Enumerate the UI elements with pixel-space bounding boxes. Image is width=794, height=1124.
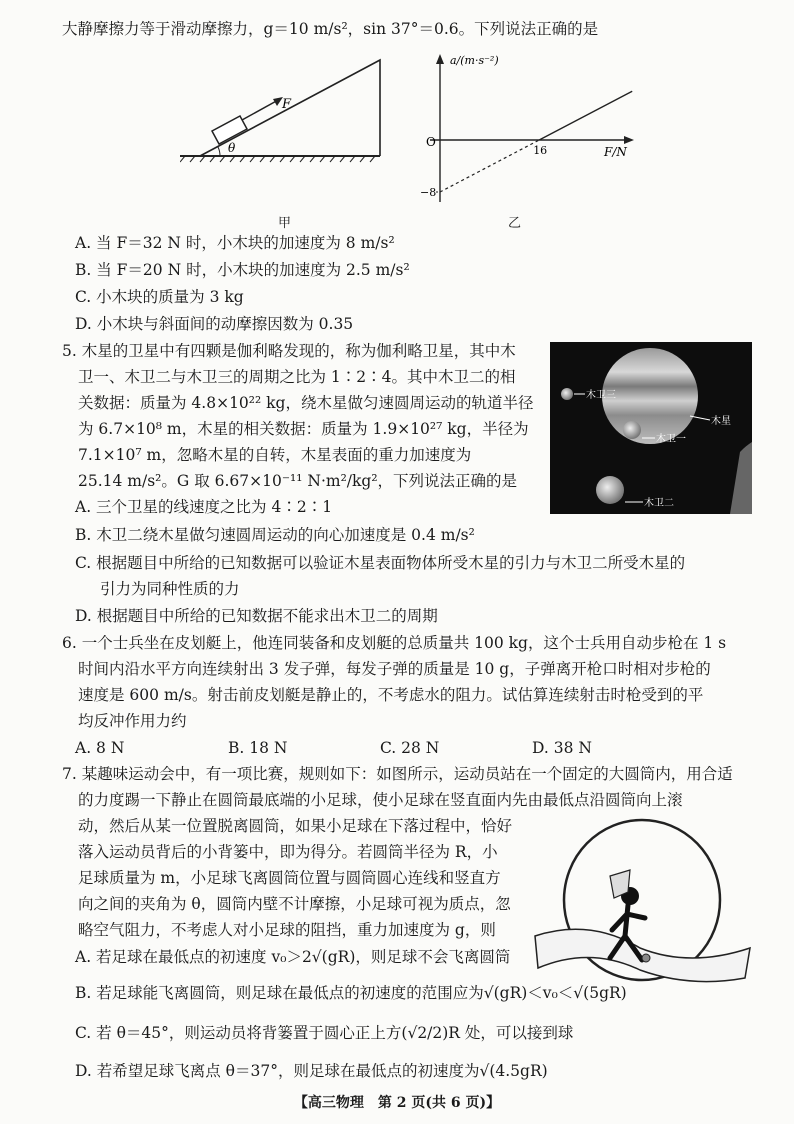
q7-stem-4: 落入运动员背后的小背篓中，即为得分。若圆筒半径为 R，小 (78, 843, 498, 861)
force-label: F (282, 97, 292, 112)
q6-stem-1: 6. 一个士兵坐在皮划艇上，他连同装备和皮划艇的总质量共 100 kg，这个士兵用自动步枪在 1 s (62, 634, 727, 652)
y-tick-neg8: −8 (420, 186, 437, 199)
q7-stem-1: 7. 某趣味运动会中，有一项比赛，规则如下：如图所示，运动员站在一个固定的大圆筒内，用合适 (62, 765, 733, 783)
io-moon (623, 421, 641, 439)
q5-stem-6: 25.14 m/s²。G 取 6.67×10⁻¹¹ N·m²/kg²，下列说法正确的是 (78, 472, 518, 490)
cylinder-figure (530, 818, 760, 988)
q4-option-a: A. 当 F＝32 N 时，小木块的加速度为 8 m/s² (75, 234, 395, 252)
q5-stem-5: 7.1×10⁷ m，忽略木星的自转，木星表面的重力加速度为 (78, 446, 472, 464)
q4-option-c: C. 小木块的质量为 3 kg (75, 288, 244, 306)
q7-stem-7: 略空气阻力，不考虑人对小足球的阻挡，重力加速度为 g，则 (78, 921, 496, 939)
q6-option-d: D. 38 N (532, 739, 592, 757)
q6-stem-3: 速度是 600 m/s。射击前皮划艇是静止的，不考虑水的阻力。试估算连续射击时枪受到的平 (78, 686, 704, 704)
q7-stem-6: 向之间的夹角为 θ，圆筒内壁不计摩擦，小足球可视为质点，忽 (78, 895, 511, 913)
origin-label: O (426, 135, 436, 149)
angle-label: θ (228, 141, 236, 155)
q5-option-c-cont: 引力为同种性质的力 (100, 580, 240, 598)
small-ball (642, 954, 650, 962)
a-f-graph (420, 52, 640, 212)
q5-option-b: B. 木卫二绕木星做匀速圆周运动的向心加速度是 0.4 m/s² (75, 526, 475, 544)
ganymede-label: 木卫三 (586, 390, 616, 401)
intro-text: 大静摩擦力等于滑动摩擦力，g＝10 m/s²，sin 37°＝0.6。下列说法正确的是 (62, 20, 599, 38)
fig-yi-caption: 乙 (508, 216, 522, 231)
q7-option-b: B. 若足球能飞离圆筒，则足球在最低点的初速度的范围应为√(gR)＜v₀＜√(5gR) (75, 984, 627, 1002)
q7-stem-3: 动，然后从某一位置脱离圆筒，如果小足球在下落过程中，恰好 (78, 817, 513, 835)
q5-option-c: C. 根据题目中所给的已知数据可以验证木星表面物体所受木星的引力与木卫二所受木星的 (75, 554, 686, 572)
jupiter-label: 木星 (711, 416, 731, 427)
q4-option-b: B. 当 F＝20 N 时，小木块的加速度为 2.5 m/s² (75, 261, 410, 279)
q5-stem-2: 卫一、木卫二与木卫三的周期之比为 1∶2∶4。其中木卫二的相 (78, 368, 516, 386)
x-axis-label: F/N (604, 145, 627, 159)
europa-label: 木卫二 (644, 498, 674, 509)
q6-option-c: C. 28 N (380, 739, 440, 757)
q5-stem-3: 关数据：质量为 4.8×10²² kg，绕木星做匀速圆周运动的轨道半径 (78, 394, 534, 412)
q4-option-d: D. 小木块与斜面间的动摩擦因数为 0.35 (75, 315, 354, 333)
a-f-line (539, 91, 632, 140)
x-tick-16: 16 (533, 144, 548, 157)
jupiter-planet (602, 348, 698, 444)
y-axis-label: a/(m·s⁻²) (450, 54, 499, 67)
q5-option-a: A. 三个卫星的线速度之比为 4∶2∶1 (75, 498, 333, 516)
q6-option-a: A. 8 N (75, 739, 125, 757)
q7-option-c: C. 若 θ＝45°，则运动员将背篓置于圆心正上方(√2/2)R 处，可以接到球 (75, 1024, 574, 1042)
incline-figure (180, 58, 390, 168)
q5-stem-1: 5. 木星的卫星中有四颗是伽利略发现的，称为伽利略卫星，其中木 (62, 342, 516, 360)
q6-stem-2: 时间内沿水平方向连续射出 3 发子弹，每发子弹的质量是 10 g，子弹离开枪口时相对步枪的 (78, 660, 711, 678)
q7-option-d: D. 若希望足球飞离点 θ＝37°，则足球在最低点的初速度为√(4.5gR) (75, 1062, 548, 1080)
q7-option-a: A. 若足球在最低点的初速度 v₀＞2√(gR)，则足球不会飞离圆筒 (75, 948, 511, 966)
europa-moon (596, 476, 624, 504)
q5-stem-4: 为 6.7×10⁸ m，木星的相关数据：质量为 1.9×10²⁷ kg，半径为 (78, 420, 529, 438)
io-label: 木卫一 (656, 434, 686, 445)
q6-stem-4: 均反冲作用力约 (78, 712, 187, 730)
q5-option-d: D. 根据题目中所给的已知数据不能求出木卫二的周期 (75, 607, 438, 625)
jupiter-moons-photo (550, 342, 752, 514)
q6-option-b: B. 18 N (228, 739, 288, 757)
ganymede-moon (561, 388, 573, 400)
q7-stem-5: 足球质量为 m，小足球飞离圆筒位置与圆筒圆心连线和竖直方 (78, 869, 501, 887)
fig-jia-caption: 甲 (278, 216, 292, 231)
extrapolated-segment (440, 140, 539, 192)
page-footer: 【高三物理 第 2 页(共 6 页)】 (293, 1095, 501, 1111)
q7-stem-2: 的力度踢一下静止在圆筒最底端的小足球，使小足球在竖直面内先由最低点沿圆筒向上滚 (78, 791, 683, 809)
